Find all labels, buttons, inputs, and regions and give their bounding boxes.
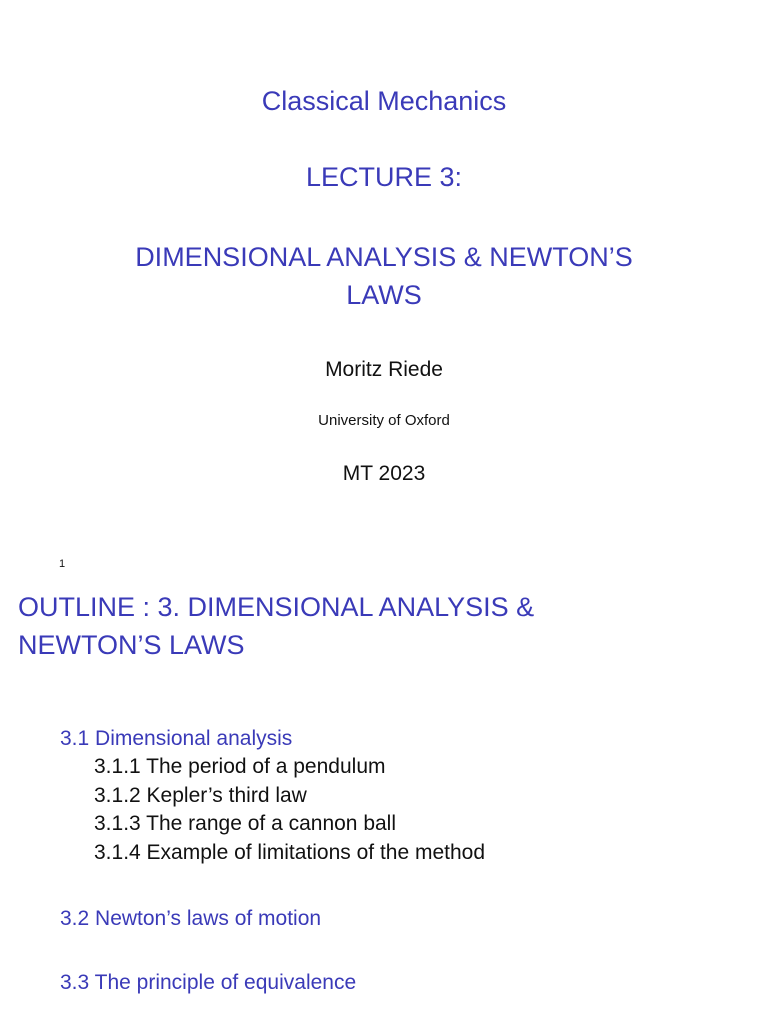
- lecture-number: LECTURE 3:: [305, 162, 463, 192]
- page-number: 1: [59, 558, 66, 570]
- outline-title: [18, 588, 718, 664]
- lecture-topic-line2: LAWS: [346, 280, 422, 310]
- subsection-item: 3.1.3 The range of a cannon ball: [94, 812, 397, 835]
- lecture-topic: [0, 238, 768, 314]
- subsection-item: 3.1.2 Kepler’s third law: [94, 783, 307, 807]
- section-heading: 3.2 Newton’s laws of motion: [60, 907, 322, 930]
- course-title: Classical Mechanics: [261, 86, 507, 116]
- subsection-item: 3.1.1 The period of a pendulum: [94, 755, 386, 778]
- lecture-topic-line1: DIMENSIONAL ANALYSIS & NEWTON’S: [135, 242, 633, 272]
- outline-list: [60, 724, 485, 867]
- section-heading: 3.1 Dimensional analysis: [60, 727, 293, 750]
- section-heading: 3.3 The principle of equivalence: [60, 971, 357, 994]
- author-name: Moritz Riede: [325, 358, 443, 381]
- outline-title-line2: NEWTON’S LAWS: [18, 630, 245, 660]
- outline-slide: [0, 580, 768, 1024]
- subsection-item: 3.1.4 Example of limitations of the method: [94, 840, 486, 864]
- term-label: MT 2023: [342, 462, 426, 485]
- author-affiliation: University of Oxford: [318, 412, 450, 429]
- outline-title-line1: OUTLINE : 3. DIMENSIONAL ANALYSIS &: [18, 592, 535, 622]
